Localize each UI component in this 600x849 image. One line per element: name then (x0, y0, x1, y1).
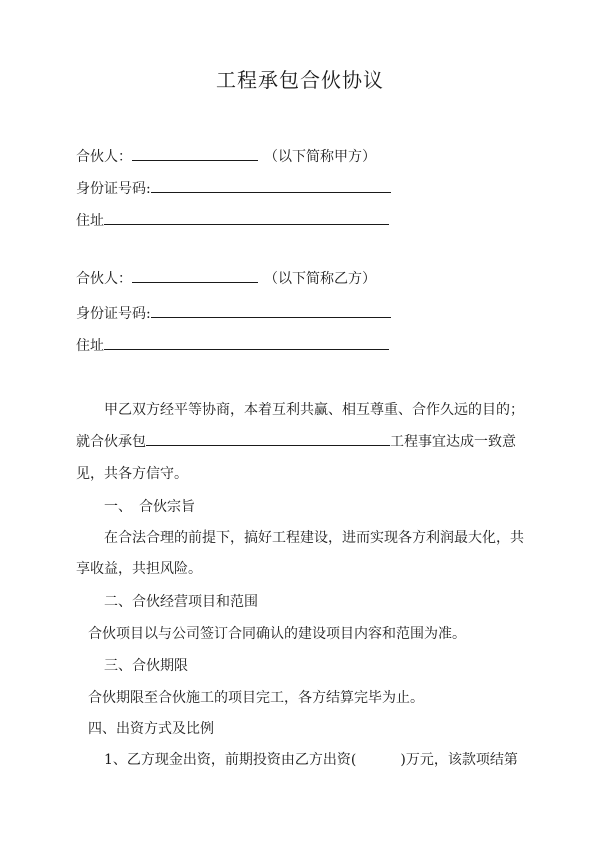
party-a-suffix: （以下简称甲方） (264, 149, 376, 165)
section-4-heading: 四、出资方式及比例 (88, 721, 214, 737)
party-b-address-label: 住址 (76, 338, 104, 354)
section-1-body-line-1: 在合法合理的前提下，搞好工程建设，进而实现各方利润最大化，共 (104, 530, 524, 546)
clause-1-prefix: 1、乙方现金出资，前期投资由乙方出资( (104, 752, 357, 768)
party-b-suffix: （以下简称乙方） (264, 271, 376, 287)
section-1-heading: 一、 合伙宗旨 (104, 499, 195, 515)
intro-line-2-prefix: 就合伙承包 (76, 434, 146, 450)
section-2-body: 合伙项目以与公司签订合同确认的建设项目内容和范围为准。 (88, 626, 466, 642)
party-a-id-line (76, 178, 391, 199)
party-b-id-line (76, 303, 391, 324)
section-1-body-line-2: 享收益，共担风险。 (76, 561, 202, 577)
party-a-partner-label: 合伙人： (76, 149, 132, 165)
project-name-blank (146, 431, 390, 446)
section-3-body: 合伙期限至合伙施工的项目完工，各方结算完毕为止。 (88, 690, 424, 706)
party-a-address-line (76, 210, 389, 231)
party-b-address-blank (104, 335, 389, 350)
party-b-partner-line (76, 268, 376, 289)
section-3-heading: 三、合伙期限 (104, 658, 188, 674)
intro-line-1: 甲乙双方经平等协商，本着互利共赢、相互尊重、合作久远的目的； (104, 402, 524, 418)
clause-1-line (104, 744, 554, 776)
party-b-id-blank (151, 303, 391, 318)
party-b-partner-label: 合伙人： (76, 271, 132, 287)
intro-line-3: 见，共各方信守。 (76, 466, 188, 482)
party-a-id-label: 身份证号码: (76, 181, 151, 197)
party-a-id-blank (151, 178, 391, 193)
intro-line-2-suffix: 工程事宜达成一致意 (390, 434, 516, 450)
section-2-heading: 二、合伙经营项目和范围 (104, 594, 258, 610)
party-b-id-label: 身份证号码: (76, 306, 151, 322)
party-b-address-line (76, 335, 389, 356)
party-b-name-blank (132, 268, 258, 283)
document-title: 工程承包合伙协议 (216, 68, 384, 92)
party-a-name-blank (132, 146, 258, 161)
intro-line-2 (76, 426, 526, 458)
party-a-address-label: 住址 (76, 213, 104, 229)
party-a-address-blank (104, 210, 389, 225)
clause-1-suffix: )万元，该款项结第 (400, 752, 518, 768)
party-a-partner-line (76, 146, 376, 167)
